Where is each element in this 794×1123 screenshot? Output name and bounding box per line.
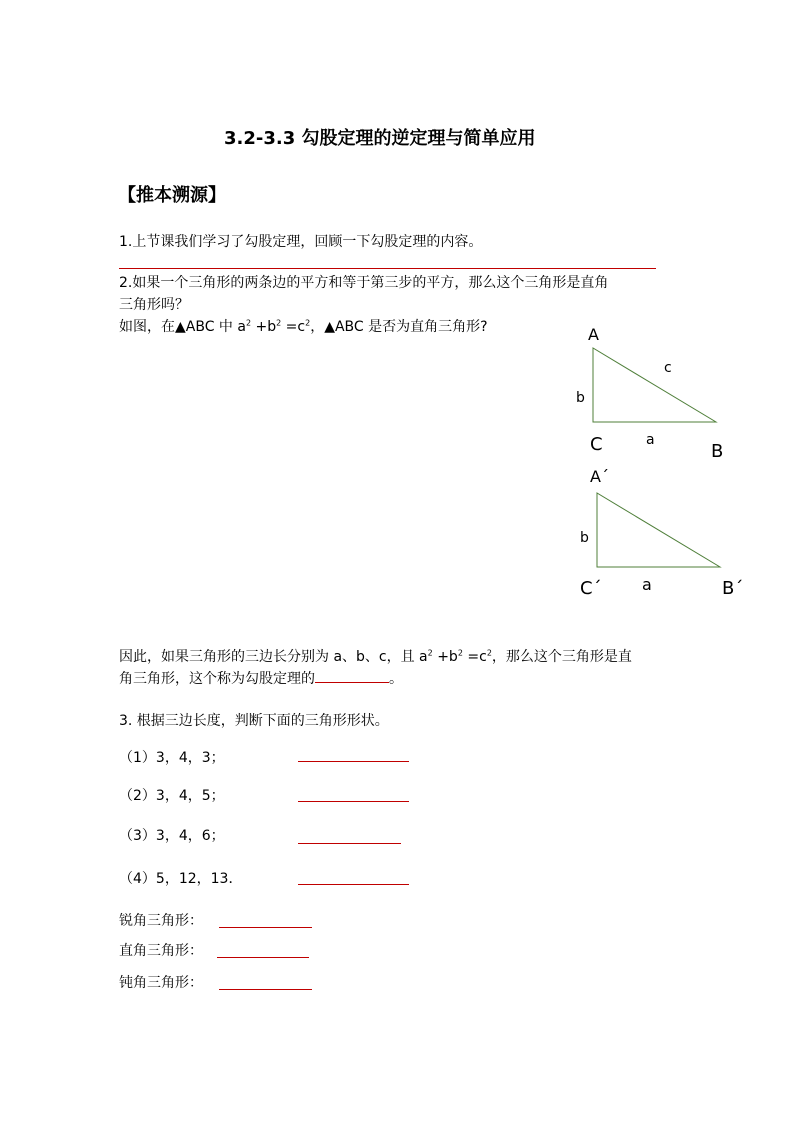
answer-line-obtuse[interactable] (219, 989, 312, 990)
item-1: （1）3，4，3； (119, 750, 225, 766)
item-3: （3）3，4，6； (119, 828, 225, 844)
triangle-abc-prime-figure (560, 460, 760, 610)
side-label-c: c (664, 360, 672, 376)
question-2-line-2: 三角形吗？ (119, 297, 189, 313)
conclusion-text-a: 因此，如果三角形的三边长分别为 a、b、c，且 a (119, 649, 428, 665)
classify-right-label: 直角三角形： (119, 943, 203, 959)
conclusion-line-2 (119, 668, 403, 690)
vertex-label-a-prime: A´ (590, 467, 609, 486)
answer-line-right[interactable] (217, 957, 309, 958)
superscript: 2 (305, 318, 311, 328)
answer-line-item-4[interactable] (298, 884, 409, 885)
prompt-text-a: 如图，在▲ABC 中 a (119, 319, 246, 335)
item-4: （4）5，12，13． (119, 871, 243, 887)
question-1: 1.上节课我们学习了勾股定理，回顾一下勾股定理的内容。 (119, 234, 483, 250)
item-2: （2）3，4，5； (119, 788, 225, 804)
answer-line-item-2[interactable] (298, 801, 409, 802)
answer-blank-converse[interactable] (315, 668, 389, 683)
prompt-text-b: +b (251, 319, 277, 335)
side-label-a: a (646, 432, 655, 448)
question-3: 3. 根据三边长度，判断下面的三角形形状。 (119, 713, 389, 729)
answer-line-q1[interactable] (119, 268, 656, 269)
question-2-prompt (119, 316, 488, 338)
vertex-label-c-prime: C´ (580, 578, 602, 599)
triangle-abc-prime (597, 493, 720, 567)
conclusion-text-d: ，那么这个三角形是直 (491, 649, 632, 665)
page-title: 3.2-3.3 勾股定理的逆定理与简单应用 (224, 128, 536, 149)
section-heading: 【推本溯源】 (118, 185, 226, 206)
side-label-b-prime: b (580, 530, 589, 546)
prompt-text-d: ，▲ABC 是否为直角三角形? (310, 319, 488, 335)
superscript: 2 (486, 648, 492, 658)
answer-line-item-1[interactable] (298, 761, 409, 762)
answer-line-item-3[interactable] (298, 843, 401, 844)
side-label-a-prime: a (642, 575, 652, 594)
triangle-abc-figure (560, 318, 760, 468)
question-2-line-1: 2.如果一个三角形的两条边的平方和等于第三步的平方，那么这个三角形是直角 (119, 275, 609, 291)
side-label-b: b (576, 390, 585, 406)
superscript: 2 (457, 648, 463, 658)
answer-line-acute[interactable] (219, 927, 312, 928)
conclusion-text-b: +b (432, 649, 458, 665)
vertex-label-a: A (588, 325, 599, 344)
classify-obtuse-label: 钝角三角形： (119, 975, 203, 991)
conclusion-text-f: 。 (389, 671, 403, 687)
vertex-label-c: C (590, 434, 603, 455)
vertex-label-b: B (711, 441, 724, 462)
superscript: 2 (427, 648, 433, 658)
prompt-text-c: =c (281, 319, 306, 335)
triangle-abc (593, 348, 716, 422)
vertex-label-b-prime: B´ (722, 578, 744, 599)
superscript: 2 (245, 318, 252, 328)
conclusion-text-e: 角三角形，这个称为勾股定理的 (119, 671, 315, 687)
classify-acute-label: 锐角三角形： (119, 913, 203, 929)
conclusion-line-1 (119, 646, 632, 668)
conclusion-text-c: =c (462, 649, 487, 665)
superscript: 2 (276, 318, 282, 328)
